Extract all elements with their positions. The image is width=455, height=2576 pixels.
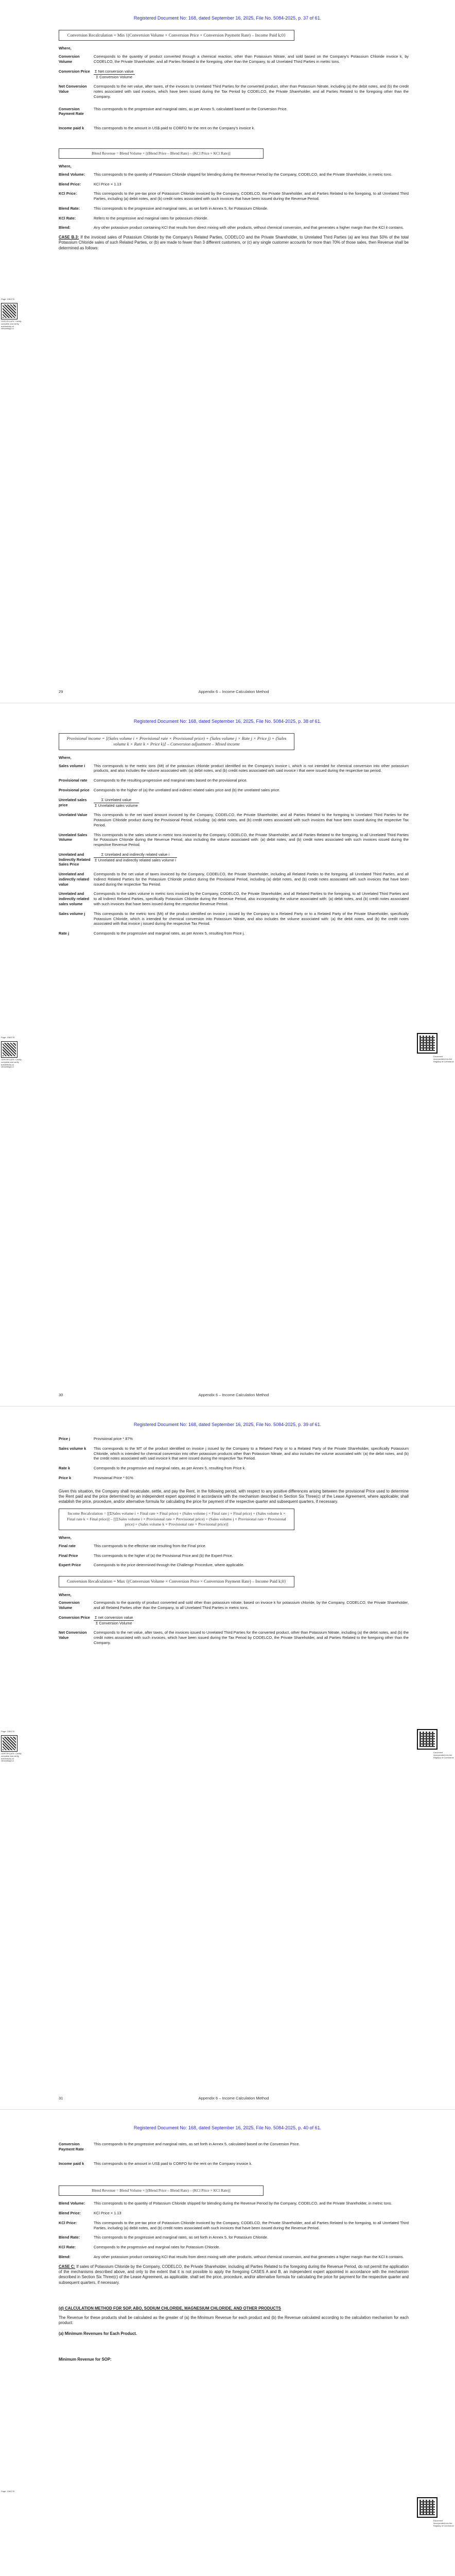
recalculation-paragraph: Given this situation, the Company shall recalculate, settle, and pay the Rent, in the following period, with respect to any positive differences arising between the provisional Price used to determine the Rent paid and the price determined by an independent expert appointed in accordance with the mechanism described in Section Six Three(c) of the Lease Agreement, where applicable; shall establish the price, procedure, and/or alternative formula for calculating the price for payment of the respective quarter and subsequent quarters, if necessary. (59, 1488, 409, 1504)
definition-row: Conversion Payment Rate This corresponds to the progressive and marginal rates, as set forth in Annex 5, calculated based on the Conversion Price. (59, 2142, 300, 2151)
definition-row: Unrelated and indirectly related sales volume Corresponds to the sales volume in metric tons invoiced by the Company, CODELCO, the Private Shareholder, and all Related Parties to the foregoing, to all Unrelated Third Parties and to all Indirect Related Parties, specifically Potassium Chloride during the Revenue Period, also incorporating the volume associated with: (a) debit notes, and (b) credit notes associated with such invoices that have been issued during the respective Revenue Period. (59, 891, 409, 907)
definition-row: Blend Price: KCl Price × 1.13 (59, 181, 121, 187)
definition-row: Blend Rate: This corresponds to the progressive and marginal rates, as set forth in Annex 5, for Potassium Chloride. (59, 2235, 268, 2240)
definition-row: Price j Provisional price * 87% (59, 1436, 133, 1441)
definition-row: Provisional price Corresponds to the higher of (a) the unrelated and indirect related sales price and (b) the unrelated sales price. (59, 788, 281, 792)
definition-row: Blend Rate: This corresponds to the progressive and marginal rates, as set forth in Annex 5, for Potassium Chloride. (59, 206, 268, 211)
definition-row: Unrelated and Indirectly Related Sales Price $\frac{\text{Σ Unrelated and indirectly related value i}}{\text{Σ Unrelated and indirectly related sales volume i}}$ (59, 852, 176, 867)
conversion-price-fraction: $\frac{\text{Σ net conversion value}}{\text{Σ Conversion Volume}}$ (95, 1615, 133, 1625)
blend-revenue-formula: Blend Revenue = Blend Volume × [(Blend Price – Blend Rate) – (KCl Price × KCl Rate)] (59, 148, 264, 159)
definition-row: Blend: Any other potassium product containing KCl that results from direct mixing with other products, without chemical conversion, and that generates a higher margin than the KCl it contains. (59, 225, 404, 230)
definition-row: Blend Price: KCl Price × 1.13 (59, 2211, 121, 2216)
page-side-label: Page: 108/176 (1, 298, 15, 300)
registry-qr-text: Document incorporated into the Registry of Commerce (433, 1751, 454, 1759)
definition-row: Unrelated Value This corresponds to the net taxed amount invoiced by the Company, CODELCO, the Private Shareholder, and all Parties Related to the foregoing to Unrelated Third Parties for the Potassium Chloride product during the Provisional Period, including: (a) debit notes, and (b) credit notes associated with such invoices that have been issued during the respective Tax Period. (59, 812, 409, 827)
certificate-text: CERTIFICATE: Certify complete and verify authenticity at cbrsantiago.cl (1, 320, 22, 330)
definition-row: KCl Price: This corresponds to the pre-tax price of Potassium Chloride invoiced by the Company, CODELCO, the Private Shareholder, and all Parties Related to the foregoing, to all Unrelated Third Parties, including (a) debit notes, and (b) credit notes associated with such invoices that have been issued during the Revenue Period. (59, 191, 409, 201)
definition-row: Final rate This corresponds to the effective rate resulting from the Final price. (59, 1543, 206, 1548)
definition-row: Conversion Payment Rate This corresponds to the progressive and marginal rates, as per Annex 5, calculated based on the Conversion Price. (59, 106, 288, 116)
registered-document-line: Registered Document No: 168, dated September 16, 2025, File No. 5084-2025, p. 39 of 61. (133, 1422, 322, 1427)
definition-row: Expert Price Corresponds to the price determined through the Challenge Procedure, where applicable. (59, 1563, 244, 1568)
definition-row: Income paid k This corresponds to the amount in US$ paid to CORFO for the rent on the Company invoice k. (59, 2161, 253, 2166)
page-side-label: Page: 108/176 (1, 1730, 15, 1733)
definition-row: Conversion Price $\frac{\text{Σ Net conversion value}}{\text{Σ Conversion Volume}}$ (59, 69, 134, 79)
definition-row: Conversion Price $\frac{\text{Σ net conversion value}}{\text{Σ Conversion Volume}}$ (59, 1615, 133, 1625)
document-page-31: Registered Document No: 168, dated September 16, 2025, File No. 5084-2025, p. 39 of 61. Price j Provisional price * 87% Sales volume k This corresponds to the MT of the product identified on invoice j issued by the Company to a Related Party or to a Related Party of the Private Shareholder, specifically Potassium Chloride, which is intended for chemical conversion into other potassium products other than Potassium Nitrate, and also includes the volume associated with: (a) the debit notes, and (b) the credit notes associated with said invoice k that were issued during the respective Tax Period. Rate k Corresponds to the progressive and marginal rates, as per Annex 5, resulting from Price k. Price k Provisional Price * 91% Given this situation, the Company shall recalculate, settle, and pay the Rent, in the following period, with respect to any positive differences arising between the provisional Price used to determine the Rent paid and the price determined by an independent expert appointed in accordance with the mechanism described in Section Six Three(c) of the Lease Agreement, where applicable; shall establish the price, procedure, and/or alternative formula for calculating the price for payment of the respective quarter and subsequent quarters, if necessary. Income Recalculation = [[ΣSales volume i × Final rate × Final price) + (Sales volume j × Final rate j × Final price) + (Sales volume k × Final rate k × Final price)] – [[ΣSales volume i × Provisional rate × Provisional price) + (Sales volume j × Provisional rate × Provisional price) + (Sales volume k × Provisional rate × Provisional price)] Where, Final rate This corresponds to the effective rate resulting from the Final price. Final Price This corresponds to the higher of (a) the Provisional Price and (b) the Expert Price. Expert Price Corresponds to the price determined through the Challenge Procedure, where applicable. Conversion Recalculation = Max {(Conversion Volume × Conversion Price × Conversion Payment Rate) – Income Paid k;0} Where, Conversion Volume Corresponds to the quantity of product converted and sold other than potassium nitrate, based on invoice k for potassium chloride, by the Company, CODELCO, the Private Shareholder, and all Related Parties other than the Company, to all Unrelated Third Parties in metric tons. Conversion Price $\frac{\text{Σ net conversion value}}{\text{Σ Conversion Volume}}$ Net Conversion Value Corresponds to the net value, after taxes, of the invoices issued to Unrelated Third Parties for the converted product, other than Potassium Nitrate, including (a) the debit notes, and (b) the credit notes associated with such invoices, which have been issued during the Tax Period by CODELCO, the Private Shareholder, and all Parties Related to the foregoing other than the Company. Page: 108/176 CERTIFICATE: Certify complete and verify authenticity at cbrsantiago.cl Document incorporated into the Registry of Commerce 31 Appendix 6 – Income Calculation Method (0, 1406, 455, 2110)
certificate-qr-icon (1, 1735, 18, 1752)
definition-row: Final Price This corresponds to the higher of (a) the Provisional Price and (b) the Expert Price. (59, 1553, 233, 1558)
registry-qr-code-icon (417, 1033, 437, 1054)
registry-qr-text: Document incorporated into the Registry of Commerce (433, 2519, 454, 2527)
definition-row: Rate j Corresponds to the progressive and marginal rates, as per Annex 5, resulting from Price j. (59, 931, 245, 936)
where-label: Where, (59, 46, 72, 51)
definition-row: Conversion Volume Corresponds to the quantity of product converted through a chemical reaction, other than Potassium Nitrate, and sold based on the Company’s Potassium Chloride invoice k, by CODELCO, the Private Shareholder, and all Parties Related to the foregoing, other than the Company, to all Unrelated Third Parties in metric tons. (59, 54, 409, 64)
definition-row: Sales volume i This corresponds to the metric tons (Mt) of the potassium chloride product identified on the Company’s invoice i, which is not intended for chemical conversion into other potassium products, and also includes the volume associated with: (a) debit notes, and (b) credit notes associated with said invoice i that were issued during the respective tax period. (59, 763, 409, 773)
certificate-qr-icon (1, 1041, 18, 1058)
registry-qr-code-icon (417, 1729, 437, 1750)
conversion-price-fraction: $\frac{\text{Σ Net conversion value}}{\text{Σ Conversion Volume}}$ (95, 69, 134, 79)
certificate-text: CERTIFICATE: Certify complete and verify authenticity at cbrsantiago.cl (1, 1058, 22, 1069)
registry-qr-code-icon (417, 2497, 437, 2518)
registered-document-line: Registered Document No: 168, dated September 16, 2025, File No. 5084-2025, p. 38 of 61. (133, 719, 322, 724)
conversion-recalculation-formula: Conversion Recalculation = Min {(Conversion Volume × Conversion Price × Conversion Payment Rate) – Income Paid k;0} (59, 30, 294, 41)
definition-row: Blend Volume: This corresponds to the quantity of Potassium Chloride shipped for blending during the Revenue Period by the Company, CODELCO, and the Private Shareholder, in metric tons. (59, 172, 392, 177)
provisional-income-formula: Provisional income = [(Sales volume i × Provisional rate × Provisional price) + (Sales volume j × Rate j × Price j) + (Sales volume k × Rate k × Price k)] – Conversion adjustment – Mixed income (59, 733, 294, 750)
definition-row: Conversion Volume Corresponds to the quantity of product converted and sold other than potassium nitrate, based on invoice k for potassium chloride, by the Company, CODELCO, the Private Shareholder, and all Related Parties other than the Company, to all Unrelated Third Parties in metric tons. (59, 1600, 409, 1611)
definition-row: Blend: Any other potassium product containing KCl that results from direct mixing with other products, without chemical conversion, and that generates a higher margin than the KCl it contains. (59, 2255, 404, 2260)
definition-row: Unrelated and indirectly related value Corresponds to the net value of taxes invoiced by the Company, CODELCO, the Private Shareholder, including all Related Parties to the foregoing, all Unrelated Third Parties, and all Indirect Related Parties for the Potassium Chloride product during the Provisional Period, including (a) debit notes, and (b) credit notes associated with such invoices that have been issued during the respective Tax Period. (59, 872, 409, 887)
definition-row: Rate k Corresponds to the progressive and marginal rates, as per Annex 5, resulting from Price k. (59, 1466, 246, 1471)
definition-row: KCl Price: This corresponds to the pre-tax price of Potassium Chloride invoiced by the Company, CODELCO, the Private Shareholder, and all Parties Related to the foregoing, to all Unrelated Third Parties, including (a) debit notes, and (b) credit notes associated with such invoices that have been issued during the Revenue Period. (59, 2220, 409, 2230)
definition-row: Income paid k This corresponds to the amount in US$ paid to CORFO for the rent on the Company’s invoice k. (59, 126, 255, 131)
subsection-heading: (a) Minimum Revenues for Each Product. (59, 2331, 137, 2336)
case-c-paragraph: CASE C: If sales of Potassium Chloride by the Company, CODELCO, the Private Shareholder, including all Parties Related to the foregoing during the Revenue Period, do not permit the application of the mechanisms described above, and only to the extent that it is not possible to apply the foregoing CASES A and B, an independent expert appointed in accordance with the mechanism described in Section Six Three(c) of the Lease Agreement, as applicable, shall set the price, procedure, and/or alternative formula for calculating the price for payment for the respective quarter and subsequent quarters, if necessary. (59, 2264, 409, 2285)
registered-document-line: Registered Document No: 168, dated September 16, 2025, File No. 5084-2025, p. 40 of 61. (133, 2125, 322, 2130)
section-paragraph: The Revenue for these products shall be calculated as the greater of (a) the Minimum Revenue for each product and (b) the Revenue calculated according to the calculation mechanism for each product: (59, 2315, 409, 2326)
definition-row: Provisional rate Corresponds to the resulting progressive and marginal rates based on the provisional price. (59, 778, 248, 783)
certificate-qr-icon (1, 303, 18, 319)
registered-document-line: Registered Document No: 168, dated September 16, 2025, File No. 5084-2025, p. 37 of 61. (133, 15, 322, 21)
document-page-29: Registered Document No: 168, dated September 16, 2025, File No. 5084-2025, p. 37 of 61. Conversion Recalculation = Min {(Conversion Volume × Conversion Price × Conversion Payment Rate) – Income Paid k;0} Where, Conversion Volume Corresponds to the quantity of product converted through a chemical reaction, other than Potassium Nitrate, and sold based on the Company’s Potassium Chloride invoice k, by CODELCO, the Private Shareholder, and all Parties Related to the foregoing, other than the Company, to all Unrelated Third Parties in metric tons. Conversion Price $\frac{\text{Σ Net conversion value}}{\text{Σ Conversion Volume}}$ Net Conversion Value Corresponds to the net value, after taxes, of the invoices to Unrelated Third Parties for the converted product, other than Potassium Nitrate, including (a) the debit notes, and (b) the credit notes associated with said invoices, which have been issued during the Tax Period by CODELCO, the Private Shareholder, and all Parties Related to the foregoing other than the Company. Conversion Payment Rate This corresponds to the progressive and marginal rates, as per Annex 5, calculated based on the Conversion Price. Income paid k This corresponds to the amount in US$ paid to CORFO for the rent on the Company’s invoice k. Blend Revenue = Blend Volume × [(Blend Price – Blend Rate) – (KCl Price × KCl Rate)] Where, Blend Volume: This corresponds to the quantity of Potassium Chloride shipped for blending during the Revenue Period by the Company, CODELCO, and the Private Shareholder, in metric tons. Blend Price: KCl Price × 1.13 KCl Price: This corresponds to the pre-tax price of Potassium Chloride invoiced by the Company, CODELCO, the Private Shareholder, and all Parties Related to the foregoing, to all Unrelated Third Parties, including (a) debit notes, and (b) credit notes associated with such invoices that have been issued during the Revenue Period. Blend Rate: This corresponds to the progressive and marginal rates, as set forth in Annex 5, for Potassium Chloride. KCl Rate: Refers to the progressive and marginal rates for potassium chloride. Blend: Any other potassium product containing KCl that results from direct mixing with other products, without chemical conversion, and that generates a higher margin than the KCl it contains. CASE B.3: If the invoiced sales of Potassium Chloride by the Company’s Related Parties, CODELCO and the Private Shareholder, to Unrelated Third Parties (a) are less than 50% of the total Potassium Chloride sales of such Related Parties, or (b) are made to fewer than 3 different customers, or (c) any single customer accounts for more than 70% of those sales, then Revenue shall be determined as follows: Page: 108/176 CERTIFICATE: Certify complete and verify authenticity at cbrsantiago.cl 29 Appendix 6 – Income Calculation Method (0, 0, 455, 703)
section-heading: (d) CALCULATION METHOD FOR SOP, ABO, SODIUM CHLORIDE, MAGNESIUM CHLORIDE, AND OTHER PRODUCTS (59, 2306, 281, 2311)
definition-row: Unrelated Sales Volume This corresponds to the sales volume in metric tons invoiced by the Company, CODELCO, the Private Shareholder, and all Parties Related to the foregoing, to all Unrelated Third Parties for Potassium Chloride during the Revenue Period, also including the volume associated with: (a) debit notes, and (b) credit notes associated with such invoices issued during the respective Revenue Period. (59, 832, 409, 848)
definition-row: Price k Provisional Price * 91% (59, 1475, 133, 1480)
case-b3-paragraph: CASE B.3: If the invoiced sales of Potassium Chloride by the Company’s Related Parties, CODELCO and the Private Shareholder, to Unrelated Third Parties (a) are less than 50% of the total Potassium Chloride sales of such Related Parties, or (b) are made to fewer than 3 different customers, or (c) any single customer accounts for more than 70% of those sales, then Revenue shall be determined as follows: (59, 235, 409, 250)
unrelated-indirect-price-fraction: $\frac{\text{Σ Unrelated and indirectly related value i}}{\text{Σ Unrelated and indirectly related sales volume i}}$ (95, 852, 176, 862)
unrelated-sales-price-fraction: $\frac{\text{Σ Unrelated value}}{\text{Σ Unrelated sales volume}}$ (95, 797, 138, 808)
registry-qr-text: Document incorporated into the Registry of Commerce (433, 1055, 454, 1063)
conversion-recalculation-formula: Conversion Recalculation = Max {(Conversion Volume × Conversion Price × Conversion Payment Rate) – Income Paid k;0} (59, 1576, 294, 1587)
document-page-32 (0, 2110, 455, 2576)
blend-revenue-formula: Blend Revenue = Blend Volume × [(Blend Price – Blend Rate) – (KCl Price × KCl Rate)] (59, 2185, 264, 2196)
income-recalculation-formula: Income Recalculation = [[ΣSales volume i × Final rate × Final price) + (Sales volume j × Final rate j × Final price) + (Sales volume k × Final rate k × Final price)] – [[ΣSales volume i × Provisional rate × Provisional price) + (Sales volume j × Provisional rate × Provisional price) + (Sales volume k × Provisional rate × Provisional price)] (59, 1509, 294, 1530)
certificate-text: CERTIFICATE: Certify complete and verify authenticity at cbrsantiago.cl (1, 1752, 22, 1762)
minimum-revenue-sop-heading: Minimum Revenue for SOP: (59, 2357, 112, 2362)
definition-row: Sales volume k This corresponds to the MT of the product identified on invoice j issued by the Company to a Related Party or to a Related Party of the Private Shareholder, specifically Potassium Chloride, which is intended for chemical conversion into other potassium products other than Potassium Nitrate, and also includes the volume associated with: (a) the debit notes, and (b) the credit notes associated with said invoice k that were issued during the respective Tax Period. (59, 1446, 409, 1461)
document-page-30: Registered Document No: 168, dated September 16, 2025, File No. 5084-2025, p. 38 of 61. Provisional income = [(Sales volume i × Provisional rate × Provisional price) + (Sales volume j × Rate j × Price j) + (Sales volume k × Rate k × Price k)] – Conversion adjustment – Mixed income Where, Sales volume i This corresponds to the metric tons (Mt) of the potassium chloride product identified on the Company’s invoice i, which is not intended for chemical conversion into other potassium products, and also includes the volume associated with: (a) debit notes, and (b) credit notes associated with said invoice i that were issued during the respective tax period. Provisional rate Corresponds to the resulting progressive and marginal rates based on the provisional price. Provisional price Corresponds to the higher of (a) the unrelated and indirect related sales price and (b) the unrelated sales price. Unrelated sales price $\frac{\text{Σ Unrelated value}}{\text{Σ Unrelated sales volume}}$ Unrelated Value This corresponds to the net taxed amount invoiced by the Company, CODELCO, the Private Shareholder, and all Parties Related to the foregoing to Unrelated Third Parties for the Potassium Chloride product during the Provisional Period, including: (a) debit notes, and (b) credit notes associated with such invoices that have been issued during the respective Tax Period. Unrelated Sales Volume This corresponds to the sales volume in metric tons invoiced by the Company, CODELCO, the Private Shareholder, and all Parties Related to the foregoing, to all Unrelated Third Parties for Potassium Chloride during the Revenue Period, also including the volume associated with: (a) debit notes, and (b) credit notes associated with such invoices issued during the respective Revenue Period. Unrelated and Indirectly Related Sales Price $\frac{\text{Σ Unrelated and indirectly related value i}}{\text{Σ Unrelated and indirectly related sales volume i}}$ Unrelated and indirectly related value Corresponds to the net value of taxes invoiced by the Company, CODELCO, the Private Shareholder, including all Related Parties to the foregoing, all Unrelated Third Parties, and all Indirect Related Parties for the Potassium Chloride product during the Provisional Period, including (a) debit notes, and (b) credit notes associated with such invoices that have been issued during the respective Tax Period. Unrelated and indirectly related sales volume Corresponds to the sales volume in metric tons invoiced by the Company, CODELCO, the Private Shareholder, and all Related Parties to the foregoing, to all Unrelated Third Parties and to all Indirect Related Parties, specifically Potassium Chloride during the Revenue Period, also incorporating the volume associated with: (a) debit notes, and (b) credit notes associated with such invoices that have been issued during the respective Revenue Period. Sales volume j This corresponds to the metric tons (Mt) of the product identified on invoice j issued by the Company to a Related Party or to a Related Party of the Private Shareholder, specifically Potassium Chloride, which is intended for chemical conversion into Potassium Nitrate, and also includes the volume associated with: (a) the debit notes, and (b) the credit notes associated with that invoice j issued during the respective Tax Period. Rate j Corresponds to the progressive and marginal rates, as per Annex 5, resulting from Price j. Page: 108/176 CERTIFICATE: Certify complete and verify authenticity at cbrsantiago.cl Document incorporated into the Registry of Commerce 30 Appendix 6 – Income Calculation Method (0, 703, 455, 1406)
definition-row: KCl Rate: Corresponds to the progressive and marginal rates for Potassium Chloride. (59, 2245, 220, 2250)
definition-row: Net Conversion Value Corresponds to the net value, after taxes, of the invoices issued to Unrelated Third Parties for the converted product, other than Potassium Nitrate, including (a) the debit notes, and (b) the credit notes associated with such invoices, which have been issued during the Tax Period by CODELCO, the Private Shareholder, and all Parties Related to the foregoing other than the Company. (59, 1630, 409, 1645)
page-side-label: Page: 108/176 (1, 1036, 15, 1039)
definition-row: Net Conversion Value Corresponds to the net value, after taxes, of the invoices to Unrelated Third Parties for the converted product, other than Potassium Nitrate, including (a) the debit notes, and (b) the credit notes associated with said invoices, which have been issued during the Tax Period by CODELCO, the Private Shareholder, and all Parties Related to the foregoing other than the Company. (59, 84, 409, 99)
definition-row: Blend Volume: This corresponds to the quantity of Potassium Chloride shipped for blending during the Revenue Period by the Company, CODELCO, and the Private Shareholder, in metric tons. (59, 2201, 392, 2206)
definition-row: Sales volume j This corresponds to the metric tons (Mt) of the product identified on invoice j issued by the Company to a Related Party or to a Related Party of the Private Shareholder, specifically Potassium Chloride, which is intended for chemical conversion into Potassium Nitrate, and also includes the volume associated with: (a) the debit notes, and (b) the credit notes associated with that invoice j issued during the respective Tax Period. (59, 911, 409, 926)
page-side-label: Page: 108/176 (1, 2490, 15, 2493)
definition-row: KCl Rate: Refers to the progressive and marginal rates for potassium chloride. (59, 215, 208, 221)
definition-row: Unrelated sales price $\frac{\text{Σ Unrelated value}}{\text{Σ Unrelated sales volume}}$ (59, 797, 138, 808)
